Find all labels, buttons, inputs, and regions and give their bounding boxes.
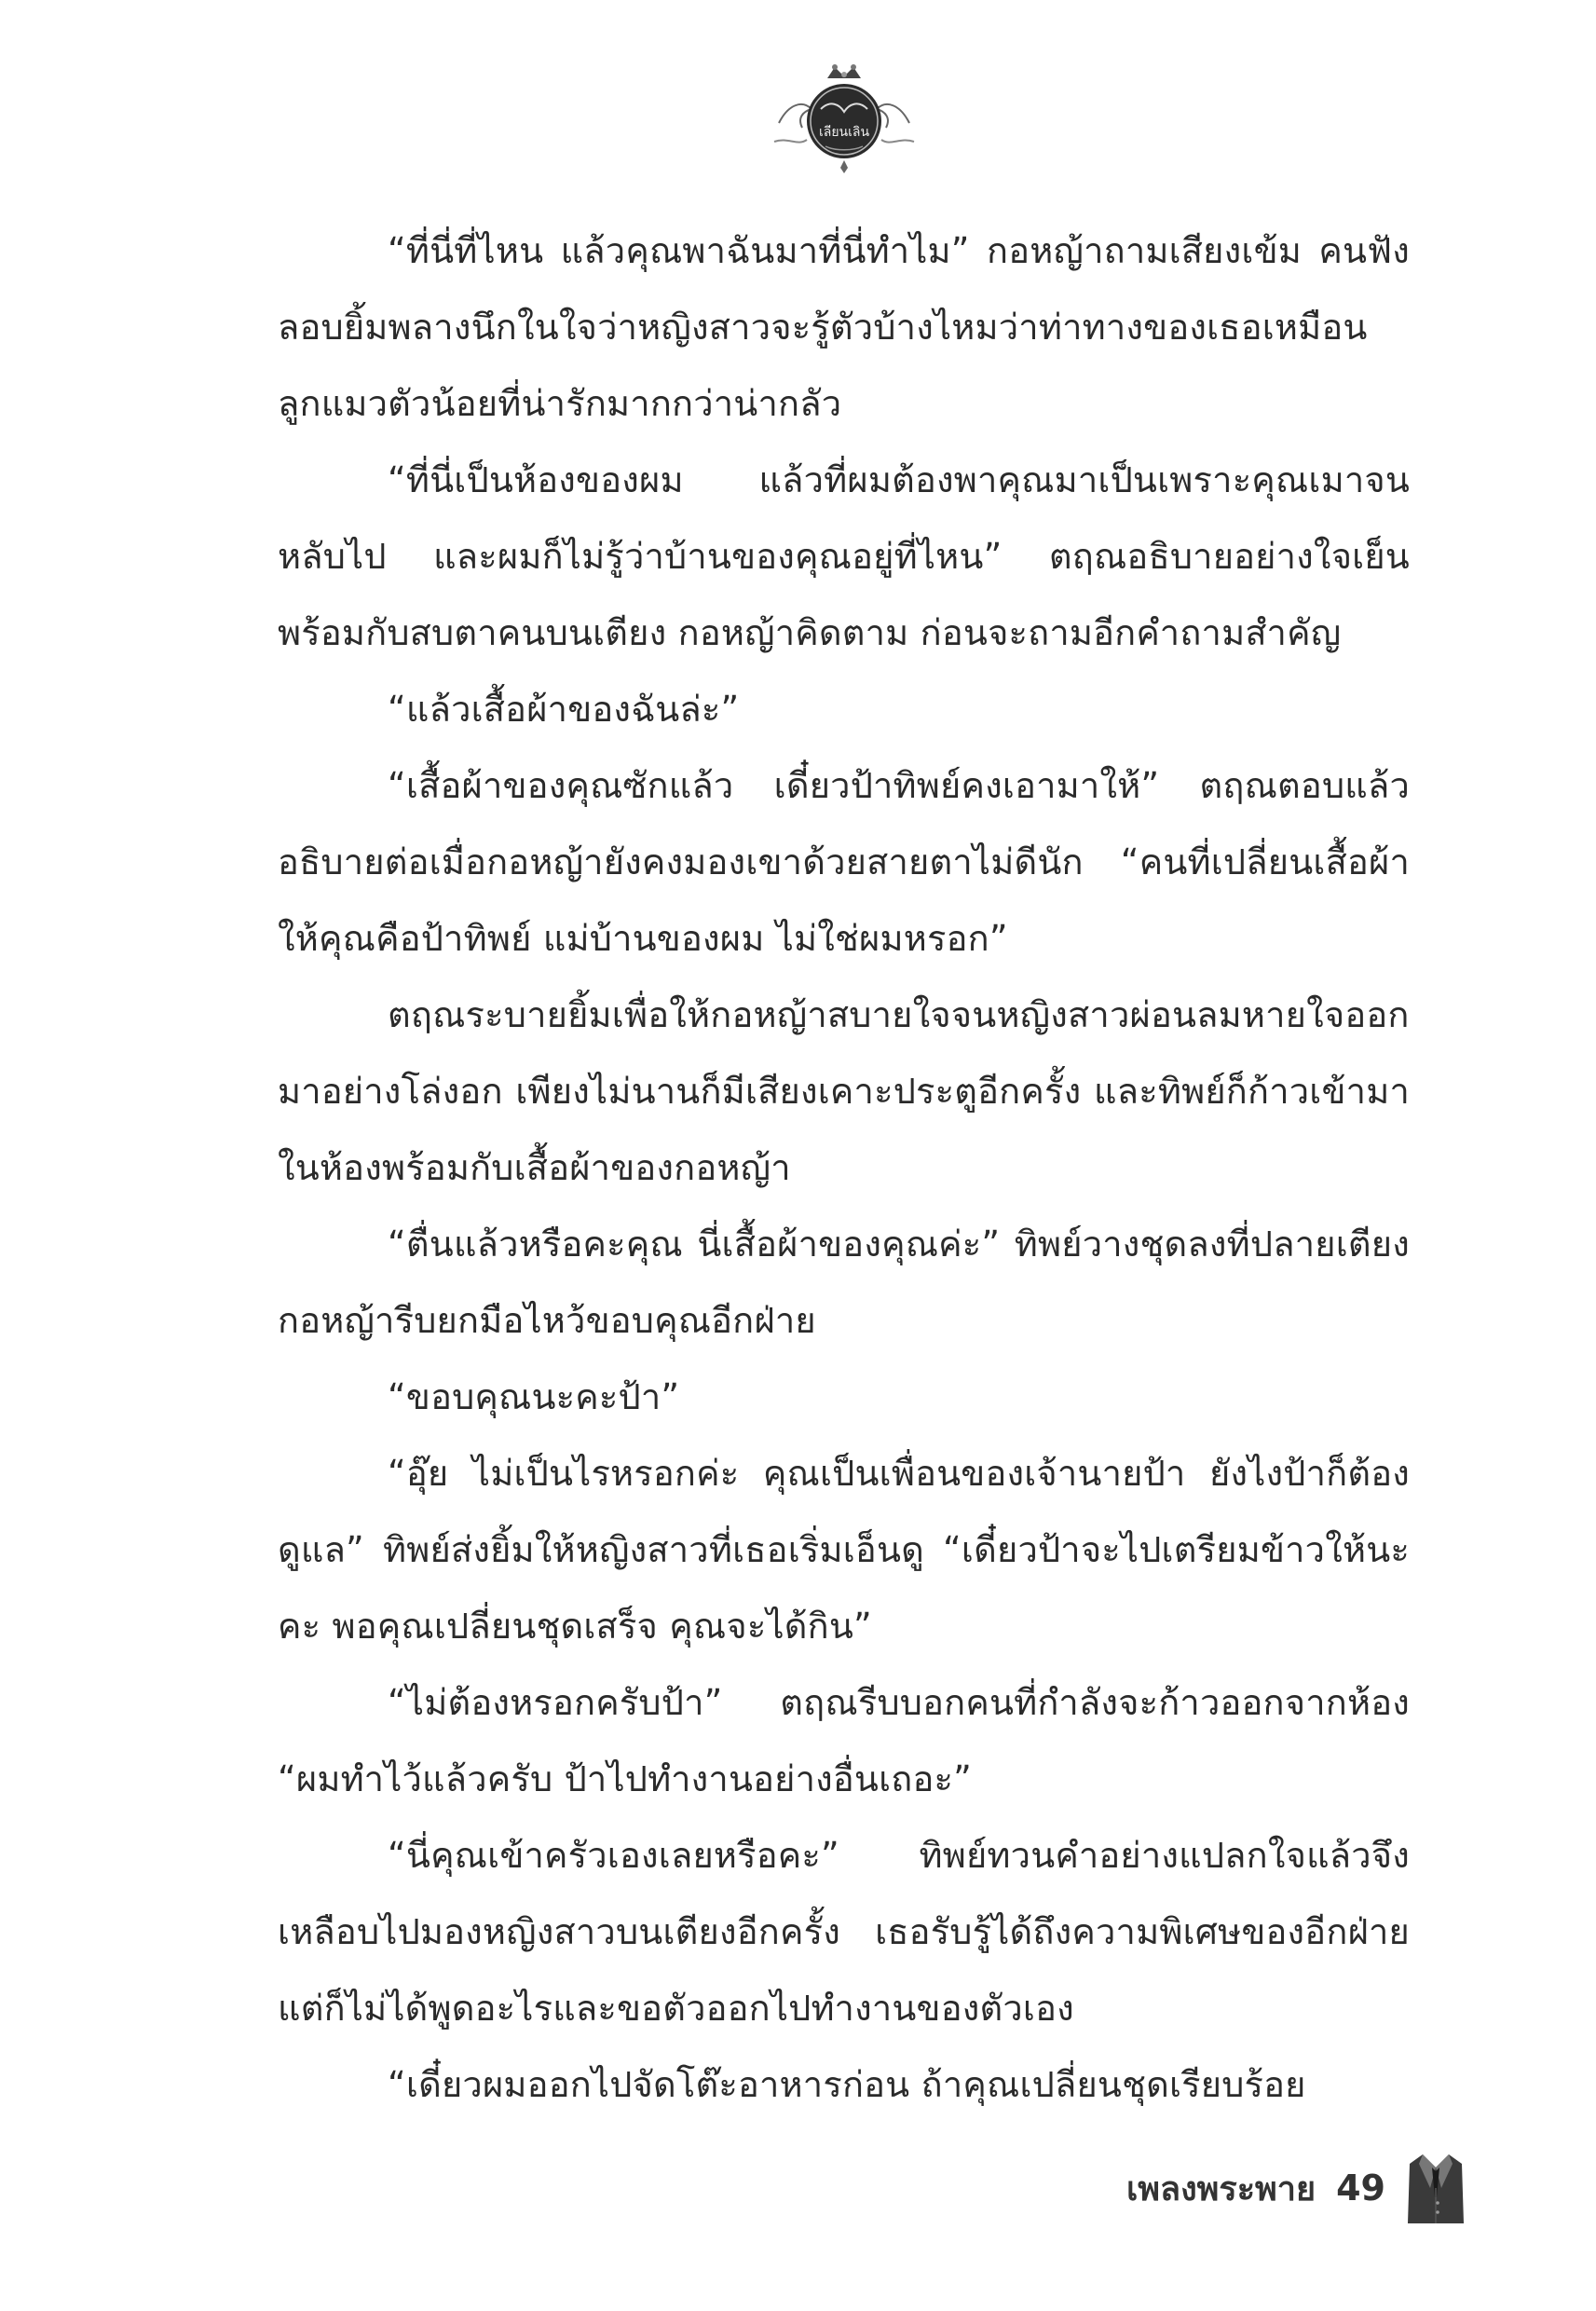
paragraph: “อุ๊ย ไม่เป็นไรหรอกค่ะ คุณเป็นเพื่อนของเจ้านายป้า ยังไงป้าก็ต้องดูแล” ทิพย์ส่งยิ้มให้หญิงสาวที่เธอเริ่มเอ็นดู “เดี๋ยวป้าจะไปเตรียมข้าวให้นะคะ พอคุณเปลี่ยนชุดเสร็จ คุณจะได้กิน” bbox=[278, 1453, 1410, 1647]
paragraph: “นี่คุณเข้าครัวเองเลยหรือคะ” ทิพย์ทวนคำอย่างแปลกใจแล้วจึงเหลือบไปมองหญิงสาวบนเตียงอีกครั้ง เธอรับรู้ได้ถึงความพิเศษของอีกฝ่าย แต่ก็ไม่ได้พูดอะไรและขอตัวออกไปทำงานของตัวเอง bbox=[278, 1835, 1410, 2029]
paragraph: “ตื่นแล้วหรือคะคุณ นี่เสื้อผ้าของคุณค่ะ” ทิพย์วางชุดลงที่ปลายเตียง กอหญ้ารีบยกมือไหว้ขอบคุณอีกฝ่าย bbox=[278, 1224, 1410, 1341]
paragraph: “ขอบคุณนะคะป้า” bbox=[388, 1376, 680, 1417]
paragraph: ตฤณระบายยิ้มเพื่อให้กอหญ้าสบายใจจนหญิงสาวผ่อนลมหายใจออกมาอย่างโล่งอก เพียงไม่นานก็มีเสียงเคาะประตูอีกครั้ง และทิพย์ก็ก้าวเข้ามาในห้องพร้อมกับเสื้อผ้าของกอหญ้า bbox=[278, 994, 1410, 1188]
book-title: เพลงพระพาย bbox=[1125, 2169, 1316, 2208]
suit-jacket-icon bbox=[1406, 2151, 1466, 2225]
paragraph: “ที่นี่เป็นห้องของผม แล้วที่ผมต้องพาคุณมาเป็นเพราะคุณเมาจนหลับไป และผมก็ไม่รู้ว่าบ้านของคุณอยู่ที่ไหน” ตฤณอธิบายอย่างใจเย็นพร้อมกับสบตาคนบนเตียง กอหญ้าคิดตาม ก่อนจะถามอีกคำถามสำคัญ bbox=[278, 459, 1410, 653]
page-footer bbox=[1126, 2151, 1466, 2225]
page-number: 49 bbox=[1336, 2167, 1385, 2208]
body-text bbox=[278, 212, 1410, 2123]
paragraph: “ที่นี่ที่ไหน แล้วคุณพาฉันมาที่นี่ทำไม” กอหญ้าถามเสียงเข้ม คนฟังลอบยิ้มพลางนึกในใจว่าหญิงสาวจะรู้ตัวบ้างไหมว่าท่าทางของเธอเหมือนลูกแมวตัวน้อยที่น่ารักมากกว่าน่ากลัว bbox=[278, 230, 1410, 424]
ornamental-emblem-icon bbox=[770, 58, 919, 174]
logo-text: เลียนเลิน bbox=[818, 125, 870, 140]
paragraph: “เสื้อผ้าของคุณซักแล้ว เดี๋ยวป้าทิพย์คงเอามาให้” ตฤณตอบแล้วอธิบายต่อเมื่อกอหญ้ายังคงมองเขาด้วยสายตาไม่ดีนัก “คนที่เปลี่ยนเสื้อผ้าให้คุณคือป้าทิพย์ แม่บ้านของผม ไม่ใช่ผมหรอก” bbox=[278, 765, 1410, 959]
paragraph: “เดี๋ยวผมออกไปจัดโต๊ะอาหารก่อน ถ้าคุณเปลี่ยนชุดเรียบร้อย bbox=[388, 2064, 1306, 2105]
paragraph: “ไม่ต้องหรอกครับป้า” ตฤณรีบบอกคนที่กำลังจะก้าวออกจากห้อง “ผมทำไว้แล้วครับ ป้าไปทำงานอย่างอื่นเถอะ” bbox=[278, 1682, 1410, 1799]
paragraph: “แล้วเสื้อผ้าของฉันล่ะ” bbox=[388, 689, 740, 730]
